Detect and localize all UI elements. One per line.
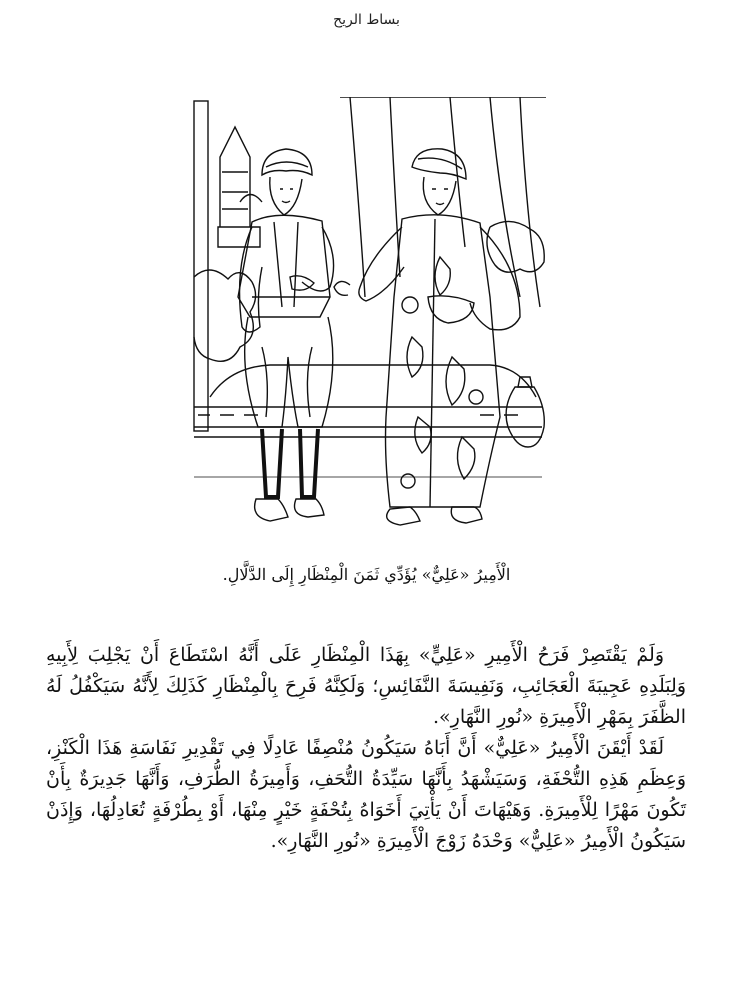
illustration	[190, 97, 546, 534]
paragraph: لَقَدْ أَيْقَنَ الْأَمِيرُ «عَلِيٌّ» أَنَّ أَبَاهُ سَيَكُونُ مُنْصِفًا عَادِلًا فِي تَقْدِيرِ نَفَاسَةِ هَذَا الْكَنْزِ، وَعِظَمِ هَذِهِ التُّحْفَةِ، وَسَيَشْهَدُ بِأَنَّهَا سَيِّدَةُ التُّحَفِ، وَأَمِيرَةُ الطُّرَفِ، وَأَنَّهَا جَدِيرَةٌ بِأَنْ تَكُونَ مَهْرًا لِلْأَمِيرَةِ. وَهَيْهَاتَ أَنْ يَأْتِيَ أَخَوَاهُ بِتُحْفَةٍ خَيْرٍ مِنْهَا، أَوْ بِطُرْفَةٍ تُعَادِلُهَا، وَإِذَنْ سَيَكُونُ الْأَمِيرُ «عَلِيٌّ» وَحْدَهُ زَوْجَ الْأَمِيرَةِ «نُورِ النَّهَارِ».	[46, 737, 686, 852]
running-head: بساط الريح	[333, 12, 400, 28]
illustration-drawing	[190, 97, 546, 534]
paragraph: وَلَمْ يَقْتَصِرْ فَرَحُ الْأَمِيرِ «عَلِيٍّ» بِهَذَا الْمِنْظَارِ عَلَى أَنَّهُ اسْتَطَاعَ أَنْ يَجْلِبَ لِأَبِيهِ وَلِبَلَدِهِ عَجِيبَةَ الْعَجَائِبِ، وَنَفِيسَةَ النَّفَائِسِ؛ وَلَكِنَّهُ فَرِحَ بِالْمِنْظَارِ كَذَلِكَ لِأَنَّهُ سَيَكْفُلُ لَهُ الظَّفَرَ بِمَهْرِ الْأَمِيرَةِ «نُورِ النَّهَارِ».	[46, 644, 686, 728]
body-text	[46, 640, 686, 857]
figure-caption: الْأَمِيرُ «عَلِيٌّ» يُؤَدِّي ثَمَنَ الْمِنْظَارِ إِلَى الدَّلَّالِ.	[222, 565, 511, 584]
